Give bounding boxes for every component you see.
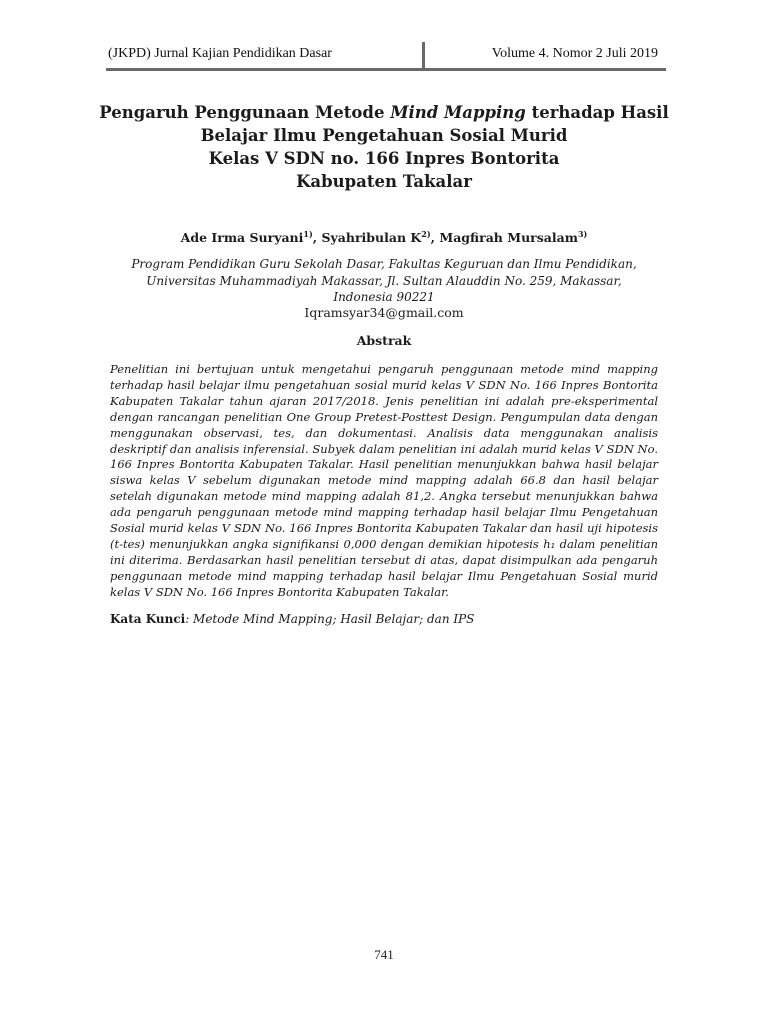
author-affil-mark: 3) (577, 229, 588, 239)
journal-name: (JKPD) Jurnal Kajian Pendidikan Dasar (108, 46, 332, 61)
title-line-4: Kabupaten Takalar (296, 172, 472, 191)
author-separator: , (312, 230, 322, 245)
author-name: Ade Irma Suryani (180, 230, 304, 245)
abstract-line: terhadap hasil belajar ilmu pengetahuan sosial murid kelas V SDN No. 166 Inpres Bontorita (110, 377, 658, 392)
author-affil-mark: 1) (303, 229, 313, 239)
title-line-1 (84, 101, 684, 124)
author-email: Iqramsyar34@gmail.com (304, 305, 464, 320)
title-line-2: Belajar Ilmu Pengetahuan Sosial Murid (200, 126, 568, 145)
author-separator: , (430, 230, 440, 245)
keywords-label: Kata Kunci (110, 612, 186, 626)
abstract-heading: Abstrak (356, 333, 412, 348)
abstract-line: kelas V SDN No. 166 Inpres Bontorita Kabupaten Takalar. (110, 584, 449, 599)
title-line-3: Kelas V SDN no. 166 Inpres Bontorita (208, 149, 560, 168)
abstract-line: (t-tes) menunjukkan angka signifikansi 0,000 dengan demikian hipotesis h₁ dalam penelitian (110, 536, 658, 551)
abstract-line: menggunakan observasi, tes, dan dokumentasi. Analisis data menggunakan analisis (110, 425, 658, 440)
abstract-line: penggunaan metode mind mapping terhadap hasil belajar Ilmu Pengetahuan Sosial murid (110, 568, 658, 583)
header-divider (422, 42, 425, 70)
keywords (110, 612, 658, 626)
affiliation-line-2: Universitas Muhammadiyah Makassar, Jl. Sultan Alauddin No. 259, Makassar, (146, 273, 622, 288)
abstract-line: Penelitian ini bertujuan untuk mengetahui pengaruh penggunaan metode mind mapping (110, 362, 658, 376)
title-line-1-pre: Pengaruh Penggunaan Metode (99, 103, 391, 122)
issue-info: Volume 4. Nomor 2 Juli 2019 (491, 46, 658, 61)
author-name: Magfirah Mursalam (439, 230, 578, 245)
paper-title (84, 101, 684, 193)
abstract-line: dengan rancangan penelitian One Group Pretest-Posttest Design. Pengumpulan data dengan (110, 409, 658, 424)
abstract-line: Sosial murid kelas V SDN No. 166 Inpres Bontorita Kabupaten Takalar dan hasil uji hipotesis (110, 521, 658, 536)
page-number: 741 (374, 947, 394, 962)
author-list (84, 229, 684, 245)
abstract-line: deskriptif dan analisis inferensial. Subyek dalam penelitian ini adalah murid kelas V SDN No. (110, 441, 658, 456)
abstract-line: Kabupaten Takalar tahun ajaran 2017/2018. Jenis penelitian ini adalah pre-eksperimental (110, 393, 658, 408)
affiliation-line-3: Indonesia 90221 (333, 290, 435, 304)
abstract-body (110, 362, 658, 601)
author-name: Syahribulan K (321, 230, 422, 245)
keywords-value: : Metode Mind Mapping; Hasil Belajar; dan IPS (185, 612, 475, 626)
abstract-line: siswa kelas V sebelum digunakan metode mind mapping adalah 66.8 dan hasil belajar (110, 473, 658, 488)
abstract-line: ada pengaruh penggunaan metode mind mapping terhadap hasil belajar Ilmu Pengetahuan (110, 505, 658, 520)
abstract-line: setelah digunakan metode mind mapping adalah 81,2. Angka tersebut menunjukkan bahwa (110, 489, 658, 504)
title-line-1-post: terhadap Hasil (525, 103, 669, 122)
abstract-line: ini diterima. Berdasarkan hasil penelitian tersebut di atas, dapat disimpulkan ada pengaruh (110, 552, 658, 567)
abstract-line: 166 Inpres Bontorita Kabupaten Takalar. Hasil penelitian menunjukkan bahwa hasil belajar (110, 457, 658, 472)
affiliation (84, 256, 684, 306)
header-rule (106, 68, 666, 71)
author-affil-mark: 2) (421, 229, 431, 239)
affiliation-line-1: Program Pendidikan Guru Sekolah Dasar, Fakultas Keguruan dan Ilmu Pendidikan, (131, 257, 637, 271)
title-line-1-emphasis: Mind Mapping (390, 103, 526, 122)
